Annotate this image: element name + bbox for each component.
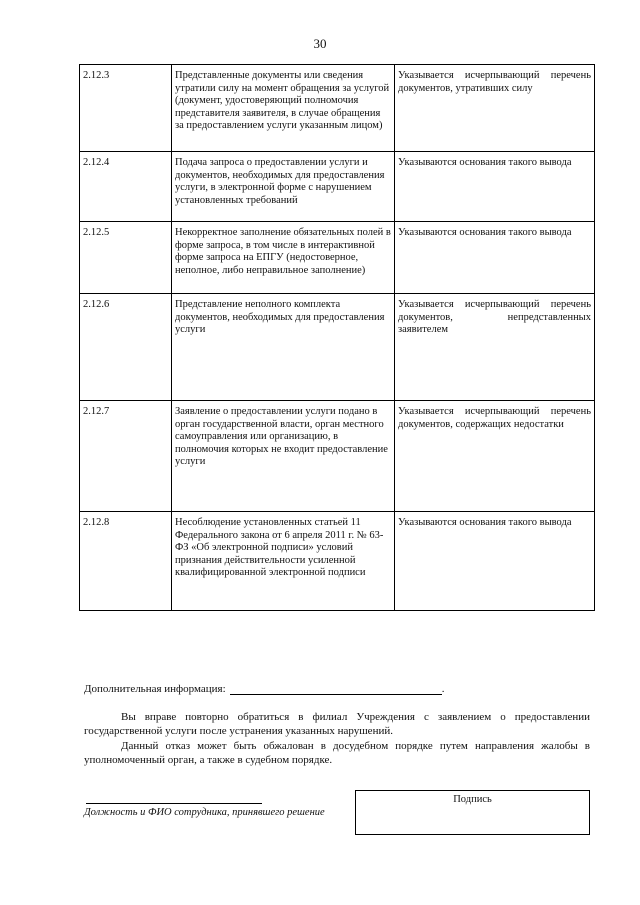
refusal-reason: Заявление о предоставлении услуги подано в орган государственной власти, орган местного самоуправления или организацию, в полномочия которых не входит предоставление услуги — [172, 401, 395, 512]
refusal-reason: Подача запроса о предоставлении услуги и документов, необходимых для предоставления услуги, в электронной форме с нарушением установленных требований — [172, 152, 395, 222]
signature-box — [355, 790, 590, 835]
page-number: 30 — [313, 36, 327, 51]
table-row — [80, 65, 595, 152]
item-number: 2.12.3 — [80, 65, 172, 152]
explanation: Указывается исчерпывающий перечень документов, утративших силу — [395, 65, 595, 152]
additional-info-label: Дополнительная информация: — [84, 683, 226, 695]
additional-info-field[interactable] — [230, 694, 442, 695]
table-row — [80, 512, 595, 611]
refusal-reason: Некорректное заполнение обязательных полей в форме запроса, в том числе в интерактивной форме запроса на ЕПГУ (недостоверное, неполное, либо неправильное заполнение) — [172, 222, 395, 294]
explanation: Указываются основания такого вывода — [395, 152, 595, 222]
refusal-reasons-table — [79, 64, 595, 611]
item-number: 2.12.6 — [80, 294, 172, 401]
refusal-reason: Представление неполного комплекта документов, необходимых для предоставления услуги — [172, 294, 395, 401]
table-row — [80, 401, 595, 512]
additional-info — [84, 683, 444, 695]
signatory-caption: Должность и ФИО сотрудника, принявшего решение — [84, 807, 325, 818]
appeal-paragraph: Данный отказ может быть обжалован в досудебном порядке путем направления жалобы в уполномоченный орган, а также в судебном порядке. — [84, 740, 590, 766]
reapply-paragraph: Вы вправе повторно обратиться в филиал Учреждения с заявлением о предоставлении государственной услуги после устранения указанных нарушений. — [84, 711, 590, 737]
explanation: Указываются основания такого вывода — [395, 512, 595, 611]
table-row — [80, 152, 595, 222]
table-row — [80, 294, 595, 401]
additional-info-end: . — [441, 683, 445, 695]
explanation: Указываются основания такого вывода — [395, 222, 595, 294]
refusal-reason: Представленные документы или сведения утратили силу на момент обращения за услугой (документ, удостоверяющий полномочия представителя заявителя, в случае обращения за предоставлением услуги указанным лицом) — [172, 65, 395, 152]
explanation: Указывается исчерпывающий перечень документов, непредставленных заявителем — [395, 294, 595, 401]
table-row — [80, 222, 595, 294]
item-number: 2.12.8 — [80, 512, 172, 611]
signature-label: Подпись — [453, 794, 492, 805]
signatory-line — [86, 803, 262, 804]
item-number: 2.12.7 — [80, 401, 172, 512]
item-number: 2.12.5 — [80, 222, 172, 294]
item-number: 2.12.4 — [80, 152, 172, 222]
refusal-reason: Несоблюдение установленных статьей 11 Федерального закона от 6 апреля 2011 г. № 63-ФЗ «Об электронной подписи» условий признания действительности усиленной квалифицированной электронной подписи — [172, 512, 395, 611]
explanation: Указывается исчерпывающий перечень документов, содержащих недостатки — [395, 401, 595, 512]
